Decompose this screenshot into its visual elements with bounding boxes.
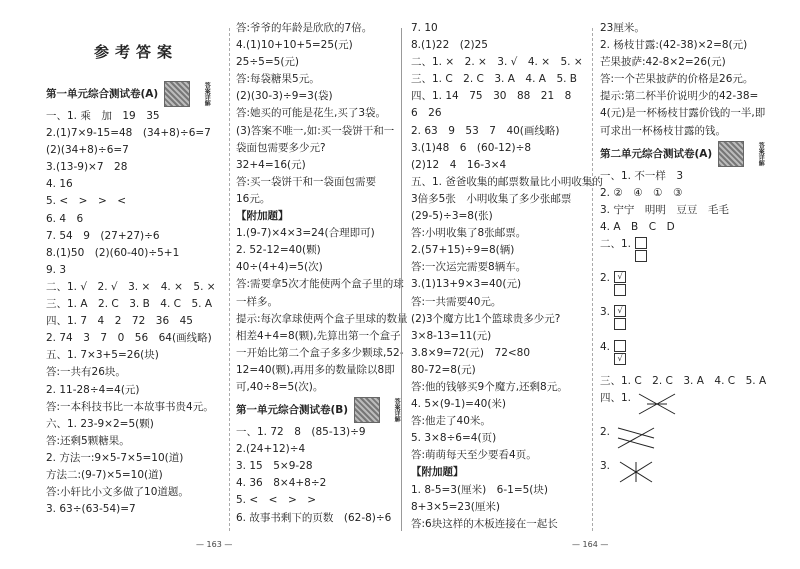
checkbox-group: [635, 236, 647, 263]
answer-line: 3. 15 5×9-28: [236, 460, 313, 473]
answer-line: 25÷5=5(元): [236, 56, 300, 69]
answer-line: 四、1. 7 4 2 72 36 45: [46, 315, 193, 328]
empty-box-icon: [614, 340, 626, 352]
empty-box-icon: [614, 284, 626, 296]
answer-line: 2. √: [600, 270, 780, 287]
answer-line: 8.(1)22 (2)25: [411, 39, 488, 52]
answer-line: 答:每袋糖果5元。: [236, 73, 320, 86]
matching-lines-icon: [616, 424, 656, 452]
answer-line: 2. 11-28÷4=4(元): [46, 383, 140, 396]
answer-line: 答:还剩5颗糖果。: [46, 434, 130, 447]
column-divider: [592, 28, 593, 531]
answer-line: 9. 3: [46, 263, 67, 276]
answer-line: 答:一次运完需要8辆车。: [411, 261, 527, 274]
answer-line: 可,40÷8=5(次)。: [236, 380, 324, 393]
answer-line: 1.(9-7)×4×3=24(合理即可): [236, 227, 375, 240]
answer-line: 8+3×5=23(厘米): [411, 500, 500, 513]
page-title: 参考答案: [93, 43, 178, 61]
answer-line: 4. A B C D: [600, 220, 675, 233]
answer-line: (3)答案不唯一,如:买一袋饼干和一: [236, 124, 395, 137]
answer-line: 提示:每次拿球使两个盒子里球的数量: [236, 312, 408, 325]
answer-line: 4.(1)10+10+5=25(元): [236, 39, 353, 52]
answer-line: 五、1. 7×3+5=26(块): [46, 349, 159, 362]
answer-line: 1. 8-5=3(厘米) 6-1=5(块): [411, 483, 548, 496]
answer-line: 相差4+4=8(颗),先算出第一个盒子: [236, 329, 401, 342]
answer-line: 二、1.: [600, 236, 780, 253]
answer-line: 7. 54 9 (27+27)÷6: [46, 229, 160, 242]
answer-line: 二、1. √ 2. √ 3. × 4. × 5. ×: [46, 280, 216, 293]
answer-line: 5. < > > <: [46, 195, 127, 208]
checked-box-icon: √: [614, 305, 626, 317]
answer-line: 答:爷爷的年龄是欣欣的7倍。: [236, 22, 373, 34]
matching-lines-icon: [637, 390, 677, 418]
answer-line: [600, 287, 780, 304]
answer-line: [600, 322, 780, 339]
answer-line: 3×8-13=11(元): [411, 329, 492, 342]
answer-line: 5. 3×8÷6=4(页): [411, 432, 497, 445]
answer-line: 6. 4 6: [46, 212, 84, 225]
answer-line: 2. ② ④ ① ③: [600, 186, 683, 199]
answer-column-1: [46, 20, 226, 516]
answer-line: 答:小轩比小文多做了10道题。: [46, 486, 189, 499]
answer-line: 2.(57+15)÷9=8(辆): [411, 244, 515, 257]
answer-line: 3. √: [600, 304, 780, 321]
answer-line: 2.(24+12)÷4: [236, 443, 306, 456]
answer-line: 7. 10: [411, 22, 438, 34]
answer-line: (2)12 4 16-3×4: [411, 158, 507, 171]
answer-line: 三、1. A 2. C 3. B 4. C 5. A: [46, 298, 213, 311]
qr-label: 答案详解: [203, 82, 211, 106]
answer-line: 一、1. 乘 加 19 35: [46, 110, 160, 122]
answer-column-2: [236, 20, 408, 524]
answer-line: 5. < < > >: [236, 494, 317, 507]
answer-line: 可求出一杯杨枝甘露的钱。: [600, 124, 726, 137]
answer-line: 答:她买的可能是花生,买了3袋。: [236, 107, 387, 120]
answer-line: [600, 356, 780, 373]
answer-line: [600, 407, 780, 424]
answer-line: 32+4=16(元): [236, 158, 306, 171]
qr-label: 答案详解: [757, 141, 765, 166]
answer-line: 【附加题】: [236, 210, 289, 223]
answer-line: 方法二:(9-7)×5=10(道): [46, 468, 163, 481]
answer-line: 答:需要拿5次才能使两个盒子里的球: [236, 278, 404, 291]
answer-line: 3. 宁宁 明明 豆豆 毛毛: [600, 203, 729, 216]
answer-line: (2)3个魔方比1个篮球贵多少元?: [411, 312, 561, 325]
answer-line: [600, 253, 780, 270]
answer-line: 2. 52-12=40(颗): [236, 244, 321, 257]
answer-line: 答:一共需要40元。: [411, 295, 502, 308]
empty-box-icon: [635, 250, 647, 262]
page-number-right: — 164 —: [572, 540, 609, 549]
answer-line: 袋面包需要多少元?: [236, 141, 326, 154]
answer-line: 答:一个芒果披萨的价格是26元。: [600, 73, 754, 86]
answer-line: 3.8×9=72(元) 72<80: [411, 346, 531, 359]
answer-line: 2.: [600, 424, 780, 441]
answer-line: 3倍多5张 小明收集了多少张邮票: [411, 192, 572, 205]
column-divider: [229, 28, 230, 531]
answer-line: 12=40(颗),再用多的数量除以8即: [236, 363, 395, 376]
answer-line: 80-72=8(元): [411, 363, 476, 376]
answer-line: 8.(1)50 (2)(60-40)÷5+1: [46, 246, 180, 259]
answer-column-3: [411, 20, 603, 530]
answer-line: 3.(13-9)×7 28: [46, 161, 128, 174]
answer-line: 23厘米。: [600, 22, 645, 34]
answer-line: 6. 故事书剩下的页数 (62-8)÷6: [236, 511, 392, 524]
answer-line: 4. 5×(9-1)=40(米): [411, 398, 507, 411]
answer-line: 答:萌萌每天至少要看4页。: [411, 449, 537, 462]
answer-line: 第一单元综合测试卷(B) 答案详解: [236, 396, 396, 424]
checkbox-group: [614, 304, 626, 331]
answer-line: (29-5)÷3=8(张): [411, 210, 493, 223]
answer-column-4: [600, 20, 780, 473]
answer-line: 第一单元综合测试卷(A) 答案详解: [46, 80, 226, 108]
answer-line: 一样多。: [236, 295, 278, 308]
answer-line: 答:小明收集了8张邮票。: [411, 227, 527, 240]
qr-code-icon: [164, 81, 190, 107]
answer-line: (2)(30-3)÷9=3(袋): [236, 90, 333, 103]
answer-line: 4(元)是一杯杨枝甘露价钱的一半,即: [600, 107, 766, 120]
qr-code-icon: [354, 397, 380, 423]
answer-line: 6 26: [411, 107, 442, 120]
answer-line: 答:一本科技书比一本故事书贵4元。: [46, 400, 214, 413]
answer-line: 二、1. × 2. × 3. √ 4. × 5. ×: [411, 56, 583, 69]
answer-line: 三、1. C 2. C 3. A 4. C 5. A: [600, 374, 767, 387]
qr-code-icon: [718, 141, 744, 167]
answer-line: 2. 63 9 53 7 40(画线略): [411, 124, 560, 137]
answer-line: 提示:第二杯半价说明少的42-38=: [600, 90, 759, 103]
answer-line: 3.(1)13+9×3=40(元): [411, 278, 522, 291]
answer-line: 答:一共有26块。: [46, 366, 126, 379]
answer-line: 第二单元综合测试卷(A) 答案详解: [600, 140, 780, 168]
answer-line: 答:买一袋饼干和一袋面包需要: [236, 175, 377, 188]
answer-line: 四、1.: [600, 390, 780, 407]
answer-line: 一、1. 不一样 3: [600, 169, 684, 182]
checkbox-group: [614, 270, 626, 297]
answer-line: 3. 63÷(63-54)=7: [46, 503, 136, 516]
empty-box-icon: [635, 237, 647, 249]
answer-line: 4. 16: [46, 178, 73, 191]
answer-line: (2)(34+8)÷6=7: [46, 144, 129, 157]
answer-line: 答:他走了40米。: [411, 415, 491, 428]
answer-line: 40÷(4+4)=5(次): [236, 261, 323, 274]
answer-line: 16元。: [236, 192, 271, 205]
answer-line: 答:6块这样的木板连接在一起长: [411, 517, 558, 530]
answer-line: 一开始比第二个盒子多多少颗球,52-: [236, 346, 404, 359]
answer-line: 五、1. 爸爸收集的邮票数量比小明收集的: [411, 175, 603, 188]
page-number-left: — 163 —: [196, 540, 233, 549]
checked-box-icon: √: [614, 271, 626, 283]
checked-box-icon: √: [614, 353, 626, 365]
empty-box-icon: [614, 318, 626, 330]
answer-line: 4. √: [600, 339, 780, 356]
answer-line: 2. 方法一:9×5-7×5=10(道): [46, 451, 184, 464]
answer-line: 芒果披萨:42-8×2=26(元): [600, 56, 726, 69]
answer-line: 3.(1)48 6 (60-12)÷8: [411, 141, 532, 154]
checkbox-group: [614, 339, 626, 366]
answer-line: 四、1. 14 75 30 88 21 8: [411, 90, 572, 103]
answer-line: 2. 74 3 7 0 56 64(画线略): [46, 332, 212, 345]
answer-line: 六、1. 23-9×2=5(颗): [46, 417, 154, 430]
answer-line: 2. 杨枝甘露:(42-38)×2=8(元): [600, 39, 748, 52]
right-page: [400, 0, 800, 569]
answer-line: 【附加题】: [411, 466, 464, 479]
answer-line: 4. 36 8×4+8÷2: [236, 477, 327, 490]
answer-line: 2.(1)7×9-15=48 (34+8)÷6=7: [46, 127, 211, 140]
answer-line: 3.: [600, 458, 780, 475]
answer-line: 三、1. C 2. C 3. A 4. A 5. B: [411, 73, 578, 86]
answer-line: 一、1. 72 8 (85-13)÷9: [236, 426, 366, 439]
answer-line: 答:他的钱够买9个魔方,还剩8元。: [411, 380, 568, 393]
qr-label: 答案详解: [393, 398, 401, 423]
matching-lines-icon: [616, 458, 656, 486]
